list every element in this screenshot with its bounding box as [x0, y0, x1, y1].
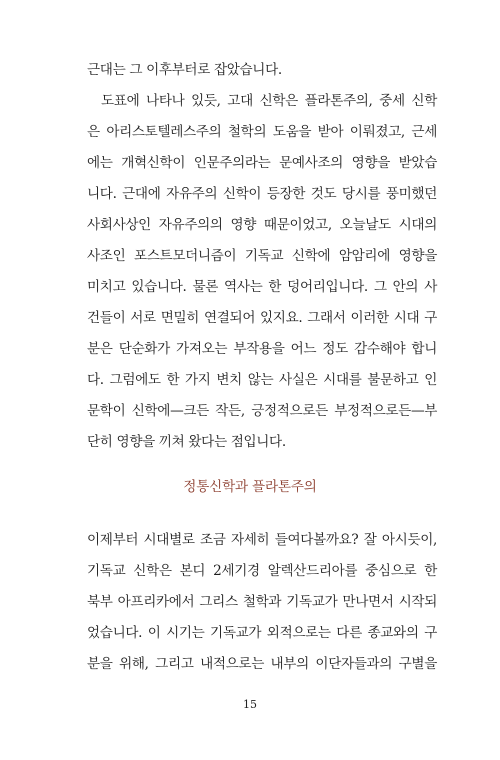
text-line: 북부 아프리카에서 그리스 철학과 기독교가 만나면서 시작되	[87, 594, 437, 610]
text-line: 미치고 있습니다. 물론 역사는 한 덩어리입니다. 그 안의 사	[87, 279, 437, 295]
paragraph-body-next-section	[87, 525, 437, 680]
text-line: 단히 영향을 끼쳐 왔다는 점입니다.	[87, 434, 286, 450]
text-line: 분을 위해, 그리고 내적으로는 내부의 이단자들과의 구별을	[87, 656, 437, 672]
section-heading: 정통신학과 플라톤주의	[183, 479, 317, 495]
text-line: 도표에 나타나 있듯, 고대 신학은 플라톤주의, 중세 신학	[101, 93, 437, 109]
text-line: 에는 개혁신학이 인문주의라는 문예사조의 영향을 받았습	[87, 155, 437, 171]
text-line: 사조인 포스트모더니즘이 기독교 신학에 암암리에 영향을	[87, 248, 437, 264]
paragraph-continuation	[87, 55, 437, 86]
text-line: 었습니다. 이 시기는 기독교가 외적으로는 다른 종교와의 구	[87, 625, 437, 641]
text-line: 건들이 서로 면밀히 연결되어 있지요. 그래서 이러한 시대 구	[87, 310, 437, 326]
text-line: 기독교 신학은 본디 2세기경 알렉산드리아를 중심으로 한	[87, 563, 437, 579]
text-line: 문학이 신학에—크든 작든, 긍정적으로든 부정적으로든—부	[87, 403, 437, 419]
paragraph-body	[87, 86, 437, 458]
text-line: 분은 단순화가 가져오는 부작용을 어느 정도 감수해야 합니	[87, 341, 437, 357]
text-line: 다. 그럼에도 한 가지 변치 않는 사실은 시대를 불문하고 인	[87, 372, 437, 388]
text-line: 사회사상인 자유주의의 영향 때문이었고, 오늘날도 시대의	[87, 217, 437, 233]
text-line: 이제부터 시대별로 조금 자세히 들여다볼까요? 잘 아시듯이,	[87, 532, 437, 548]
page-number: 15	[243, 698, 257, 711]
text-line: 근대는 그 이후부터로 잡았습니다.	[87, 62, 282, 78]
text-line: 은 아리스토텔레스주의 철학의 도움을 받아 이뤄졌고, 근세	[87, 124, 437, 140]
text-line: 니다. 근대에 자유주의 신학이 등장한 것도 당시를 풍미했던	[87, 186, 437, 202]
